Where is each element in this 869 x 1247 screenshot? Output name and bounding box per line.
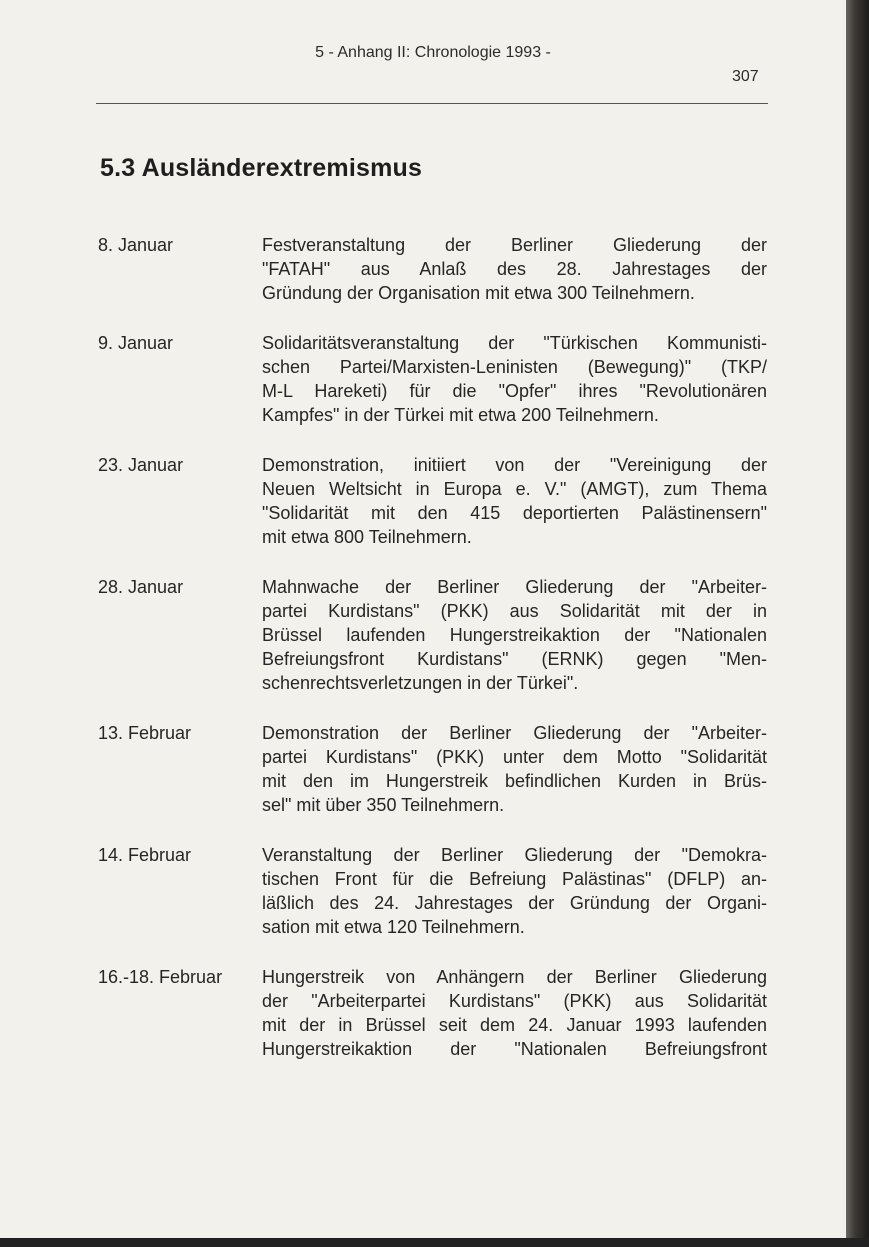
entry-text-line: Solidaritätsveranstaltung der "Türkischen Kommunisti- [262, 333, 767, 353]
chronology-entry [0, 331, 846, 427]
entry-text-line: partei Kurdistans" (PKK) unter dem Motto "Solidarität [262, 747, 767, 767]
chronology-entry [0, 965, 846, 1061]
chronology-entry [0, 721, 846, 817]
entry-text-line: partei Kurdistans" (PKK) aus Solidarität mit der in [262, 601, 767, 621]
entry-text-line: "FATAH" aus Anlaß des 28. Jahrestages der [262, 259, 767, 279]
entry-text [262, 453, 767, 549]
entry-text-line: schenrechtsverletzungen in der Türkei". [262, 673, 579, 693]
entry-text [262, 331, 767, 427]
entry-date: 16.-18. Februar [98, 967, 223, 987]
entry-text-line: Demonstration der Berliner Gliederung der "Arbeiter- [262, 723, 767, 743]
entry-date: 8. Januar [98, 235, 174, 255]
chronology-entry [0, 575, 846, 695]
header-rule [96, 103, 768, 104]
entry-text-line: Kampfes" in der Türkei mit etwa 200 Teilnehmern. [262, 405, 659, 425]
entry-text [262, 575, 767, 695]
entry-text-line: Festveranstaltung der Berliner Gliederung der [262, 235, 767, 255]
entry-text [262, 721, 767, 817]
entry-date: 9. Januar [98, 333, 174, 353]
entry-text [262, 965, 767, 1061]
entry-text-line: der "Arbeiterpartei Kurdistans" (PKK) aus Solidarität [262, 991, 767, 1011]
entry-text-line: Mahnwache der Berliner Gliederung der "Arbeiter- [262, 577, 767, 597]
scan-bottom-edge [0, 1238, 869, 1247]
entry-text-line: Hungerstreik von Anhängern der Berliner Gliederung [262, 967, 767, 987]
entry-text-line: Befreiungsfront Kurdistans" (ERNK) gegen "Men- [262, 649, 767, 669]
running-head: 5 - Anhang II: Chronologie 1993 - [315, 44, 551, 61]
entry-text-line: mit der in Brüssel seit dem 24. Januar 1993 laufenden [262, 1015, 767, 1035]
entry-text-line: sel" mit über 350 Teilnehmern. [262, 795, 505, 815]
entry-text-line: Gründung der Organisation mit etwa 300 Teilnehmern. [262, 283, 695, 303]
entry-text [262, 843, 767, 939]
entry-date: 14. Februar [98, 845, 192, 865]
book-spine-edge [846, 0, 869, 1247]
entry-text-line: Brüssel laufenden Hungerstreikaktion der "Nationalen [262, 625, 767, 645]
chronology-entry [0, 453, 846, 549]
page-number: 307 [732, 68, 759, 85]
entry-text [262, 233, 767, 305]
entry-date: 23. Januar [98, 455, 184, 475]
chronology-entry [0, 843, 846, 939]
entry-text-line: mit etwa 800 Teilnehmern. [262, 527, 472, 547]
entry-text-line: mit den im Hungerstreik befindlichen Kurden in Brüs- [262, 771, 767, 791]
chronology-entry [0, 233, 846, 305]
entry-date: 28. Januar [98, 577, 184, 597]
entry-text-line: läßlich des 24. Jahrestages der Gründung der Organi- [262, 893, 767, 913]
section-title: 5.3 Ausländerextremismus [100, 154, 423, 182]
entry-text-line: Hungerstreikaktion der "Nationalen Befreiungsfront [262, 1039, 767, 1059]
entry-text-line: Veranstaltung der Berliner Gliederung der "Demokra- [262, 845, 767, 865]
entry-text-line: schen Partei/Marxisten-Leninisten (Bewegung)" (TKP/ [262, 357, 767, 377]
entry-text-line: tischen Front für die Befreiung Palästinas" (DFLP) an- [262, 869, 767, 889]
entry-date: 13. Februar [98, 723, 192, 743]
chronology-list [0, 233, 846, 1087]
entry-text-line: M-L Hareketi) für die "Opfer" ihres "Revolutionären [262, 381, 767, 401]
entry-text-line: "Solidarität mit den 415 deportierten Palästinensern" [262, 503, 767, 523]
entry-text-line: Demonstration, initiiert von der "Vereinigung der [262, 455, 767, 475]
entry-text-line: Neuen Weltsicht in Europa e. V." (AMGT), zum Thema [262, 479, 767, 499]
entry-text-line: sation mit etwa 120 Teilnehmern. [262, 917, 525, 937]
